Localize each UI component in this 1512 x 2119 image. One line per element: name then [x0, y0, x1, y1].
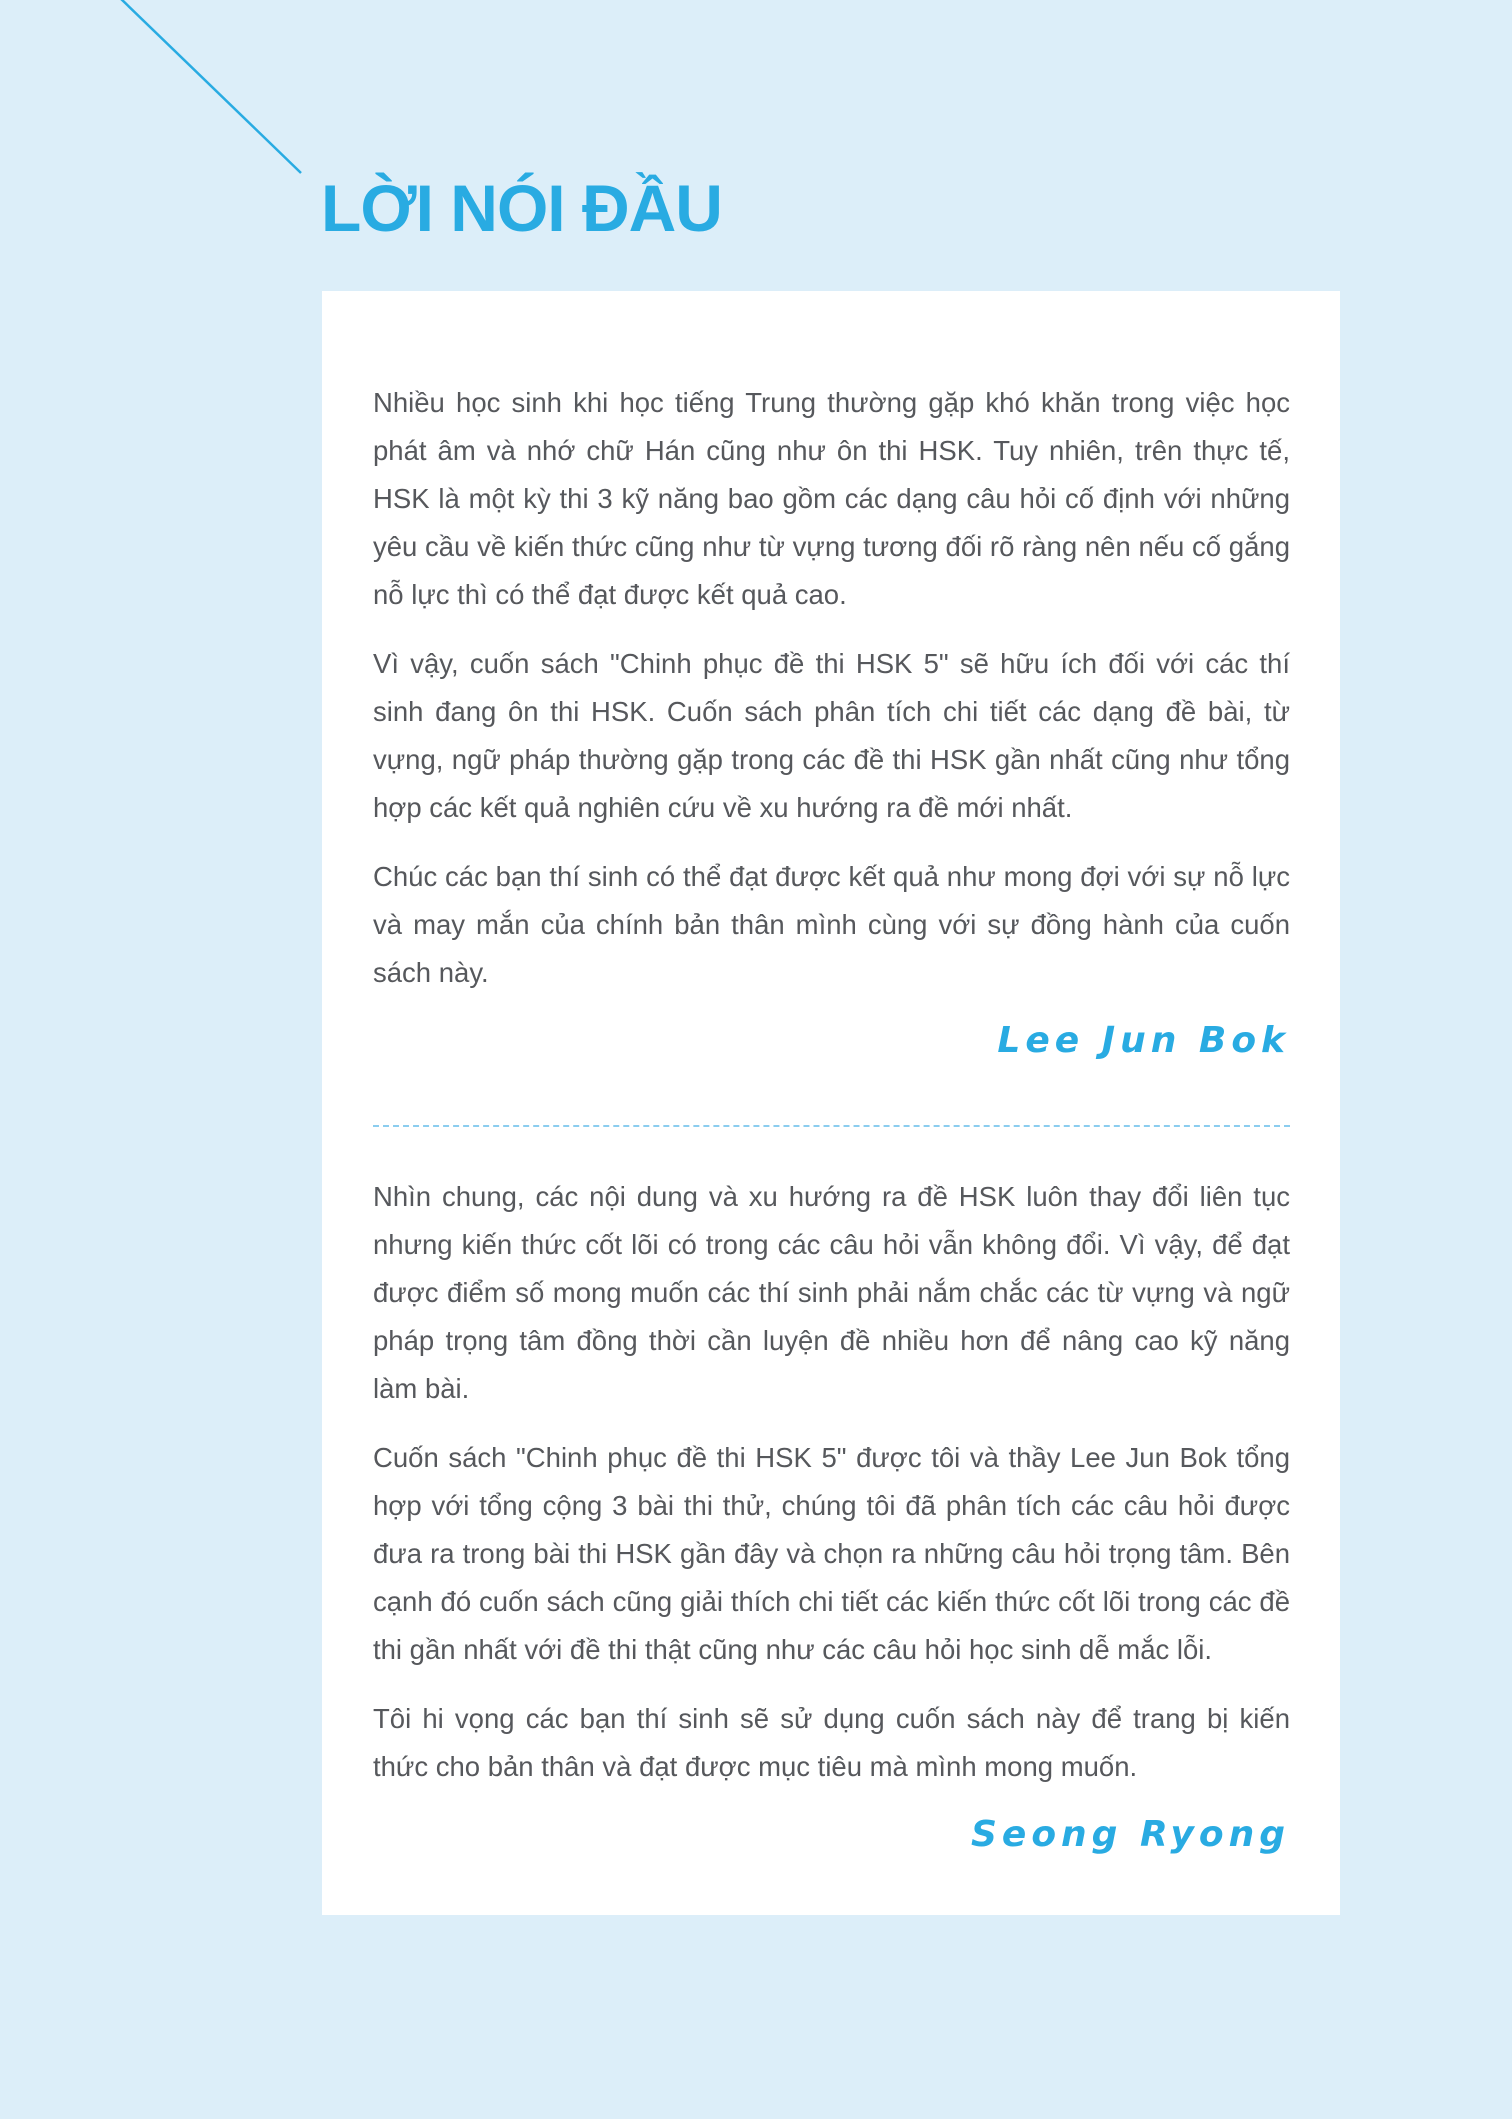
paragraph: Tôi hi vọng các bạn thí sinh sẽ sử dụng cuốn sách này để trang bị kiến thức cho bản thân và đạt được mục tiêu mà mình mong muốn.: [373, 1703, 1290, 1782]
paragraph: Vì vậy, cuốn sách "Chinh phục đề thi HSK 5" sẽ hữu ích đối với các thí sinh đang ôn thi HSK. Cuốn sách phân tích chi tiết các dạng đề bài, từ vựng, ngữ pháp thường gặp trong các đề thi HSK gần nhất cũng như tổng hợp các kết quả nghiên cứu về xu hướng ra đề mới nhất.: [373, 648, 1290, 823]
paragraph: Cuốn sách "Chinh phục đề thi HSK 5" được tôi và thầy Lee Jun Bok tổng hợp với tổng cộng 3 bài thi thử, chúng tôi đã phân tích các câu hỏi được đưa ra trong bài thi HSK gần đây và chọn ra những câu hỏi trọng tâm. Bên cạnh đó cuốn sách cũng giải thích chi tiết các kiến thức cốt lõi trong các đề thi gần nhất với đề thi thật cũng như các câu hỏi học sinh dễ mắc lỗi.: [373, 1442, 1290, 1665]
corner-diagonal-line: [0, 0, 340, 210]
dashed-divider: [373, 1125, 1290, 1127]
signature-lee-jun-bok: Lee Jun Bok: [997, 1020, 1290, 1061]
page-title: LỜI NÓI ĐẦU: [321, 171, 722, 245]
paragraph: Nhìn chung, các nội dung và xu hướng ra đề HSK luôn thay đổi liên tục nhưng kiến thức cốt lõi có trong các câu hỏi vẫn không đổi. Vì vậy, để đạt được điểm số mong muốn các thí sinh phải nắm chắc các từ vựng và ngữ pháp trọng tâm đồng thời cần luyện đề nhiều hơn để nâng cao kỹ năng làm bài.: [373, 1181, 1290, 1404]
paragraph: Nhiều học sinh khi học tiếng Trung thường gặp khó khăn trong việc học phát âm và nhớ chữ Hán cũng như ôn thi HSK. Tuy nhiên, trên thực tế, HSK là một kỳ thi 3 kỹ năng bao gồm các dạng câu hỏi cố định với những yêu cầu về kiến thức cũng như từ vựng tương đối rõ ràng nên nếu cố gắng nỗ lực thì có thể đạt được kết quả cao.: [373, 387, 1290, 610]
content-panel: [322, 291, 1340, 1915]
signature-seong-ryong: Seong Ryong: [970, 1814, 1290, 1855]
preface-section-1: [373, 379, 1290, 1063]
paragraph: Chúc các bạn thí sinh có thể đạt được kết quả như mong đợi với sự nỗ lực và may mắn của chính bản thân mình cùng với sự đồng hành của cuốn sách này.: [373, 861, 1290, 988]
preface-section-2: [373, 1173, 1290, 1857]
